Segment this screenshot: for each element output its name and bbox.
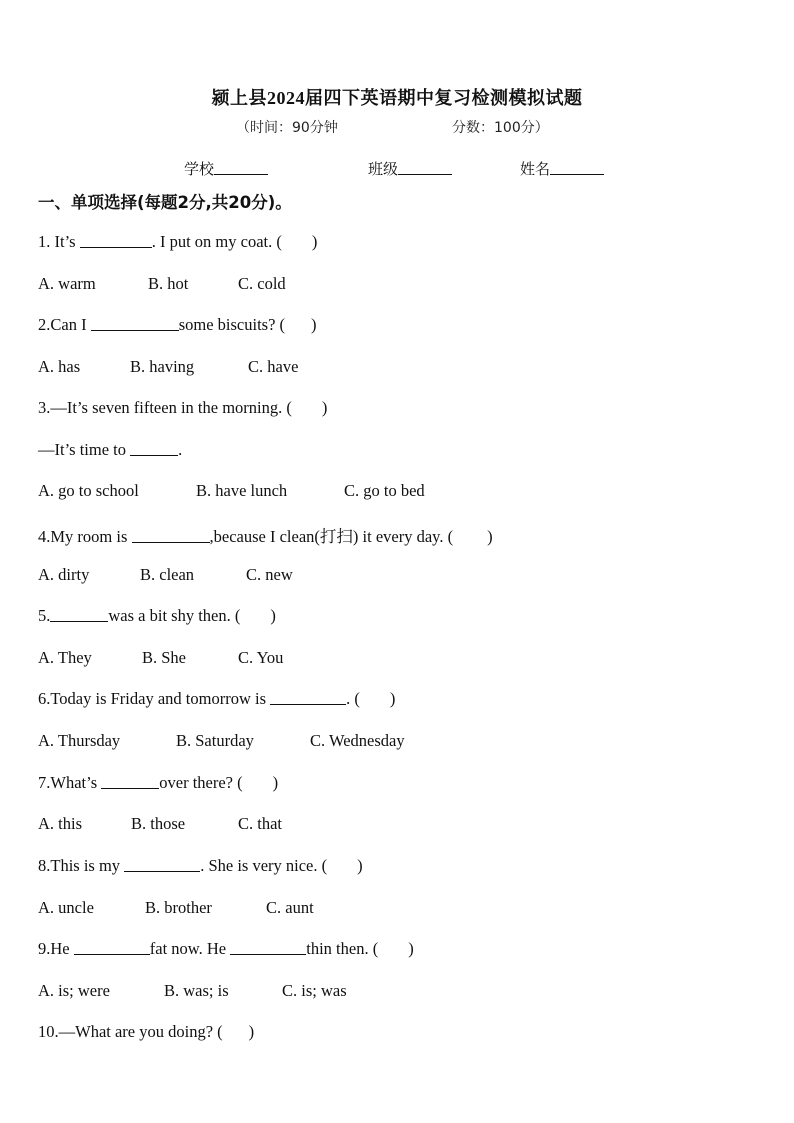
question-9-text: 9.He [38, 939, 70, 958]
question-4-blank[interactable] [132, 527, 210, 543]
option-a[interactable]: A. has [38, 357, 81, 376]
question-7-options [38, 814, 282, 834]
question-1-text-2: . I put on my coat. ( [151, 232, 282, 251]
question-8-blank[interactable] [124, 856, 200, 872]
question-6 [38, 689, 395, 709]
question-9-options [38, 981, 347, 1001]
question-3-reply-end: . [178, 440, 183, 459]
option-b[interactable]: B. She [142, 648, 187, 667]
question-2-blank[interactable] [91, 315, 179, 331]
question-8-options [38, 898, 314, 918]
option-b[interactable]: B. having [130, 357, 195, 376]
option-c[interactable]: C. that [238, 814, 282, 833]
question-2-text: 2.Can I [38, 315, 87, 334]
question-5-blank[interactable] [50, 606, 108, 622]
option-a[interactable]: A. go to school [38, 481, 139, 500]
question-3-paren-close: ) [321, 398, 328, 417]
question-9 [38, 939, 414, 959]
option-b[interactable]: B. hot [148, 274, 189, 293]
class-blank[interactable] [398, 160, 452, 175]
option-b[interactable]: B. was; is [164, 981, 229, 1000]
option-c[interactable]: C. go to bed [344, 481, 425, 500]
question-4 [38, 523, 493, 547]
question-4-text: 4.My room is [38, 527, 128, 546]
name-blank[interactable] [550, 160, 604, 175]
question-9-blank-1[interactable] [74, 939, 150, 955]
question-8-text-2: . She is very nice. ( [200, 856, 328, 875]
question-5-text: 5. [38, 606, 51, 625]
section-heading: 一、单项选择(每题2分,共20分)。 [38, 193, 292, 212]
time-limit: （时间：90分钟 [236, 120, 338, 136]
question-9-text-2: fat now. He [149, 939, 227, 958]
question-6-options [38, 731, 405, 751]
option-b[interactable]: B. those [131, 814, 186, 833]
question-10-paren-close: ) [248, 1022, 255, 1041]
question-2-options [38, 357, 298, 377]
option-b[interactable]: B. brother [145, 898, 212, 917]
question-5-options [38, 648, 283, 668]
option-a[interactable]: A. Thursday [38, 731, 121, 750]
question-3-blank[interactable] [130, 440, 178, 456]
question-3-reply-text: —It’s time to [38, 440, 126, 459]
question-10-text: 10.—What are you doing? ( [38, 1022, 223, 1041]
question-8-paren-close: ) [357, 856, 363, 875]
school-blank[interactable] [214, 160, 268, 175]
option-a[interactable]: A. is; were [38, 981, 110, 1000]
question-1 [38, 232, 317, 252]
question-2-paren-close: ) [311, 315, 317, 334]
question-1-text: 1. It’s [38, 232, 76, 251]
total-score: 分数：100分） [452, 120, 549, 136]
question-6-paren-close: ) [389, 689, 396, 708]
question-4-text-2: ,because I clean(打扫) it every day. ( [209, 527, 454, 546]
option-b[interactable]: B. clean [140, 565, 195, 584]
question-9-paren-close: ) [408, 939, 414, 958]
name-label: 姓名 [520, 160, 551, 178]
question-7 [38, 773, 278, 793]
question-7-text-2: over there? ( [159, 773, 243, 792]
option-b[interactable]: B. have lunch [196, 481, 288, 500]
option-c[interactable]: C. have [248, 357, 299, 376]
question-5-paren-close: ) [270, 606, 276, 625]
question-6-blank[interactable] [270, 689, 346, 705]
option-c[interactable]: C. Wednesday [310, 731, 405, 750]
school-label: 学校 [184, 160, 215, 178]
option-c[interactable]: C. new [246, 565, 293, 584]
question-10 [38, 1022, 254, 1042]
option-a[interactable]: A. They [38, 648, 92, 667]
question-2 [38, 315, 317, 335]
question-8 [38, 856, 363, 876]
option-c[interactable]: C. is; was [282, 981, 347, 1000]
question-2-text-2: some biscuits? ( [178, 315, 286, 334]
option-a[interactable]: A. warm [38, 274, 96, 293]
question-3-text: 3.—It’s seven fifteen in the morning. ( [38, 398, 292, 417]
question-7-blank[interactable] [101, 773, 159, 789]
question-3 [38, 398, 327, 418]
option-c[interactable]: C. cold [238, 274, 286, 293]
option-a[interactable]: A. dirty [38, 565, 90, 584]
option-c[interactable]: C. You [238, 648, 284, 667]
option-c[interactable]: C. aunt [266, 898, 314, 917]
question-5-text-2: was a bit shy then. ( [108, 606, 241, 625]
question-4-options [38, 565, 293, 585]
question-3-options [38, 481, 425, 501]
question-8-text: 8.This is my [38, 856, 121, 875]
name-field [520, 158, 604, 179]
question-4-paren-close: ) [487, 527, 493, 546]
question-7-text: 7.What’s [38, 773, 98, 792]
question-5 [38, 606, 276, 626]
question-1-paren-close: ) [311, 232, 318, 251]
question-9-text-3: thin then. ( [306, 939, 379, 958]
question-7-paren-close: ) [272, 773, 279, 792]
question-1-options [38, 274, 286, 294]
question-3-reply [38, 440, 182, 460]
option-a[interactable]: A. this [38, 814, 83, 833]
class-field [368, 158, 452, 179]
school-field [184, 158, 268, 179]
question-6-text-2: . ( [346, 689, 360, 708]
class-label: 班级 [368, 160, 399, 178]
page-title: 颍上县2024届四下英语期中复习检测模拟试题 [211, 88, 583, 108]
option-a[interactable]: A. uncle [38, 898, 94, 917]
question-6-text: 6.Today is Friday and tomorrow is [38, 689, 266, 708]
question-9-blank-2[interactable] [230, 939, 306, 955]
option-b[interactable]: B. Saturday [176, 731, 254, 750]
question-1-blank[interactable] [80, 232, 152, 248]
